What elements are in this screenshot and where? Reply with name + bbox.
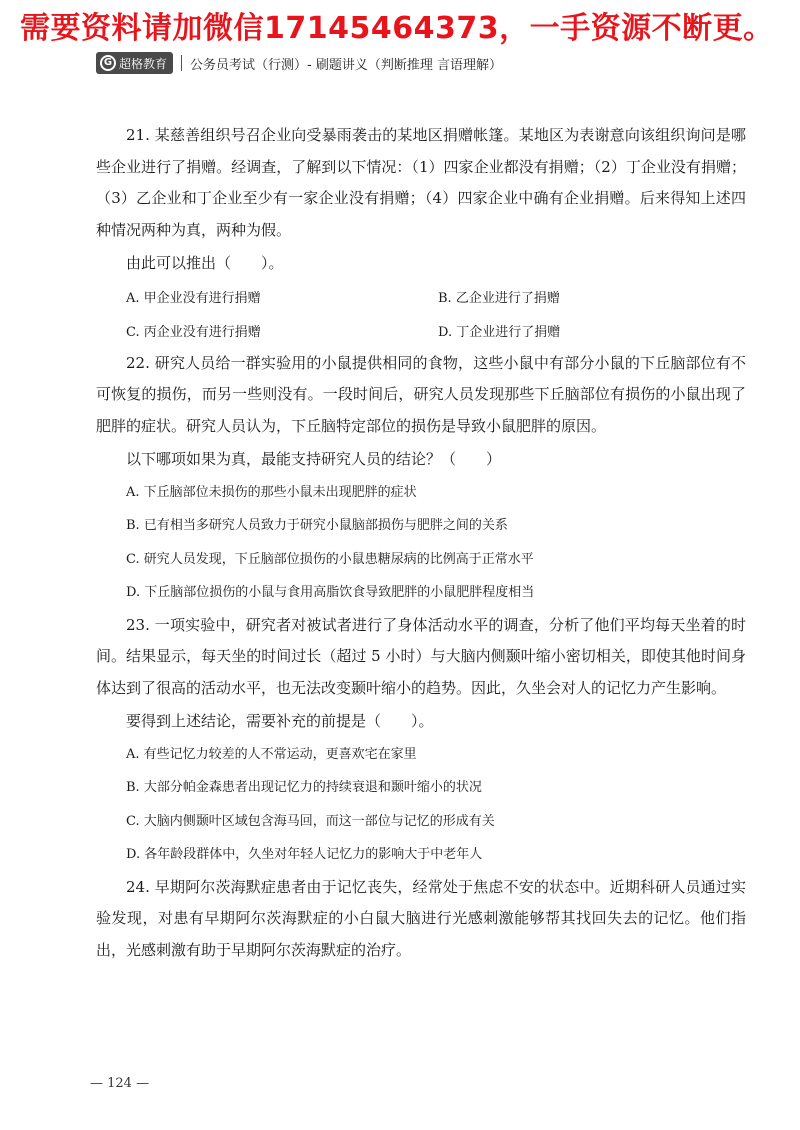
question-prompt: 由此可以推出（ ）。 <box>126 254 284 272</box>
option-b: B. 大部分帕金森患者出现记忆力的持续衰退和颞叶缩小的状况 <box>126 780 482 795</box>
header-title: 公务员考试（行测）- 刷题讲义（判断推理 言语理解） <box>190 57 502 73</box>
question-stem: 21. 某慈善组织号召企业向受暴雨袭击的某地区捐赠帐篷。某地区为表谢意向该组织询问是哪些企业进行了捐赠。经调查，了解到以下情况：（1）四家企业都没有捐赠；（2）丁企业没有捐赠；（3）乙企业和丁企业至少有一家企业没有捐赠；（4）四家企业中确有企业捐赠。后来得知上述四种情况两种为真，两种为假。 <box>96 126 746 239</box>
question-stem: 23. 一项实验中，研究者对被试者进行了身体活动水平的调查，分析了他们平均每天坐着的时间。结果显示，每天坐的时间过长（超过 5 小时）与大脑内侧颞叶缩小密切相关，即使其他时间身体达到了很高的活动水平，也无法改变颞叶缩小的趋势。因此，久坐会对人的记忆力产生影响。 <box>96 615 746 697</box>
logo-text: 超格教育 <box>119 56 168 71</box>
question-stem: 24. 早期阿尔茨海默症患者由于记忆丧失，经常处于焦虑不安的状态中。近期科研人员通过实验发现，对患有早期阿尔茨海默症的小白鼠大脑进行光感刺激能够帮其找回失去的记忆。他们指出，光感刺激有助于早期阿尔茨海默症的治疗。 <box>96 877 746 959</box>
page-header <box>96 50 502 76</box>
document-body <box>96 120 746 966</box>
option-row <box>96 314 746 348</box>
question-prompt: 以下哪项如果为真，最能支持研究人员的结论？（ ） <box>126 450 502 468</box>
option-b: B. 乙企业进行了捐赠 <box>438 291 560 306</box>
option-c: C. 研究人员发现，下丘脑部位损伤的小鼠患糖尿病的比例高于正常水平 <box>126 551 534 567</box>
question-22 <box>96 348 746 610</box>
option-d: D. 各年龄段群体中，久坐对年轻人记忆力的影响大于中老年人 <box>126 847 483 862</box>
question-stem: 22. 研究人员给一群实验用的小鼠提供相同的食物，这些小鼠中有部分小鼠的下丘脑部位有不可恢复的损伤，而另一些则没有。一段时间后，研究人员发现那些下丘脑部位有损伤的小鼠出现了肥胖的症状。研究人员认为，下丘脑特定部位的损伤是导致小鼠肥胖的原因。 <box>96 353 746 435</box>
header-divider <box>181 55 182 71</box>
page-number: — 124 — <box>90 1076 150 1091</box>
option-row <box>96 280 746 314</box>
question-23 <box>96 610 746 872</box>
option-c: C. 大脑内侧颞叶区域包含海马回，而这一部位与记忆的形成有关 <box>126 813 495 829</box>
publisher-logo <box>96 52 173 74</box>
watermark-banner: 需要资料请加微信17145464373，一手资源不断更。 <box>20 11 774 46</box>
option-b: B. 已有相当多研究人员致力于研究小鼠脑部损伤与肥胖之间的关系 <box>126 518 508 533</box>
question-prompt: 要得到上述结论，需要补充的前提是（ ）。 <box>126 712 434 730</box>
option-d: D. 下丘脑部位损伤的小鼠与食用高脂饮食导致肥胖的小鼠肥胖程度相当 <box>126 585 535 600</box>
option-a: A. 有些记忆力较差的人不常运动，更喜欢宅在家里 <box>126 746 417 762</box>
option-a: A. 甲企业没有进行捐赠 <box>126 291 261 306</box>
option-c: C. 丙企业没有进行捐赠 <box>126 325 261 340</box>
option-a: A. 下丘脑部位未损伤的那些小鼠未出现肥胖的症状 <box>126 484 417 500</box>
option-d: D. 丁企业进行了捐赠 <box>438 325 561 340</box>
question-21 <box>96 120 746 348</box>
logo-icon: G <box>100 55 116 71</box>
question-24 <box>96 872 746 967</box>
